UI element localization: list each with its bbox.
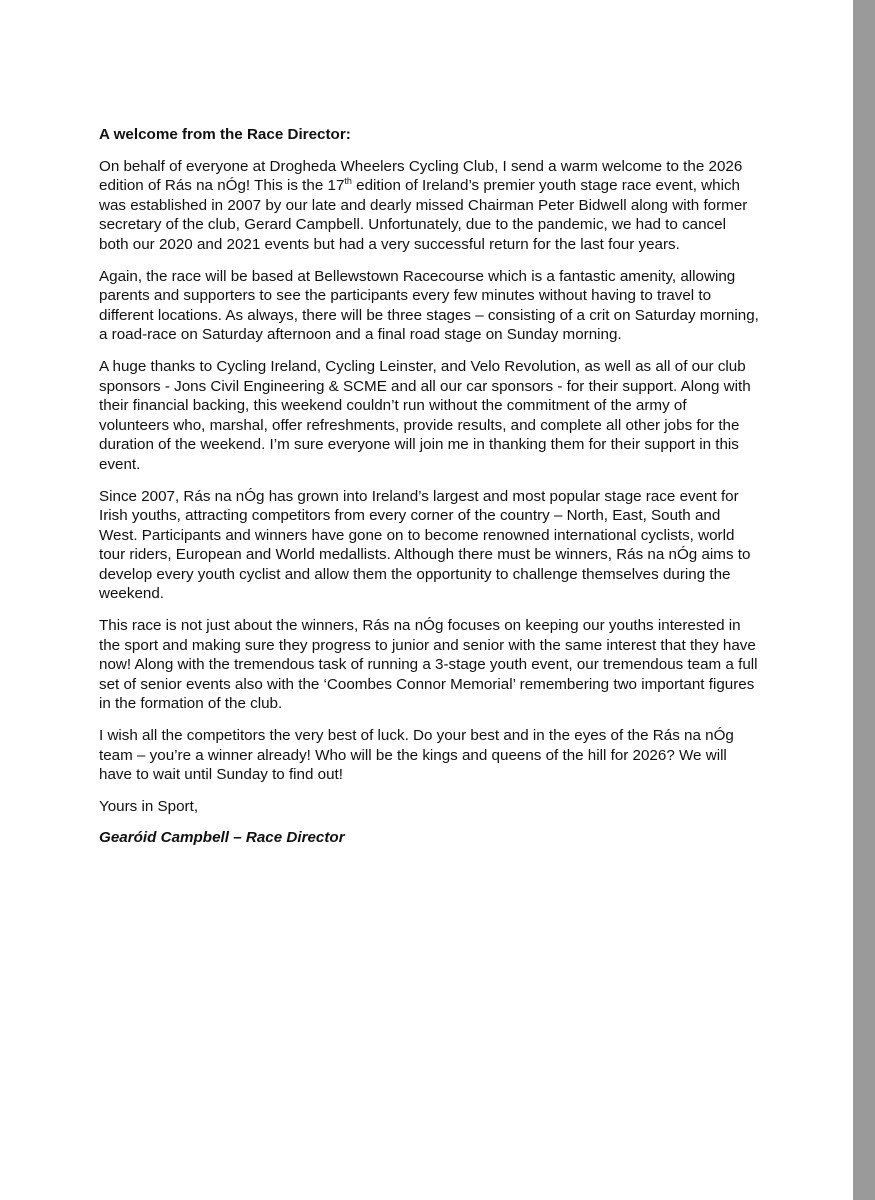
letter-body <box>99 125 759 848</box>
paragraph-thanks: A huge thanks to Cycling Ireland, Cycling Leinster, and Velo Revolution, as well as all of our club sponsors - Jons Civil Engineering & SCME and all our car sponsors - for their support. Along with their financial backing, this weekend couldn’t run without the commitment of the army of volunteers who, marshal, offer refreshments, provide results, and complete all other jobs for the duration of the weekend. I’m sure everyone will join me in thanking them for their support in this event. <box>99 357 751 473</box>
paragraph-intro <box>99 157 759 255</box>
paragraph-history: Since 2007, Rás na nÓg has grown into Ireland’s largest and most popular stage race event for Irish youths, attracting competitors from every corner of the country – North, East, South and West. Participants and winners have gone on to become renowned international cyclists, world tour riders, European and World medallists. Although there must be winners, Rás na nÓg aims to develop every youth cyclist and allow them the opportunity to challenge themselves during the weekend. <box>99 487 751 603</box>
paragraph-intro-text-b: edition of Ireland’s premier youth stage race event, which was established in 2007 by our late and dearly missed Chairman Peter Bidwell along with former secretary of the club, Gerard Campbell. Unfortunately, due to the pandemic, we had to cancel both our 2020 and 2021 events but had a very successful return for the last four years. <box>99 177 748 253</box>
paragraph-venue: Again, the race will be based at Bellewstown Racecourse which is a fantastic amenity, allowing parents and supporters to see the participants every few minutes without having to travel to different locations. As always, there will be three stages – consisting of a crit on Saturday morning, a road-race on Saturday afternoon and a final road stage on Sunday morning. <box>99 267 759 344</box>
paragraph-wishes: I wish all the competitors the very best of luck. Do your best and in the eyes of the Rás na nÓg team – you’re a winner already! Who will be the kings and queens of the hill for 2026? We will have to wait until Sunday to find out! <box>99 727 734 784</box>
letter-heading: A welcome from the Race Director: <box>99 126 351 143</box>
paragraph-youth: This race is not just about the winners, Rás na nÓg focuses on keeping our youths interested in the sport and making sure they progress to junior and senior with the same interest that they have now! Along with the tremendous task of running a 3-stage youth event, our tremendous team a full set of senior events also with the ‘Coombes Connor Memorial’ remembering two important figures in the formation of the club. <box>99 617 758 713</box>
paragraph-intro-text-a: On behalf of everyone at Drogheda Wheelers Cycling Club, I send a warm welcome to the 2026 edition of Rás na nÓg! This is the 17 <box>99 157 743 195</box>
vertical-scrollbar[interactable] <box>853 0 875 1200</box>
closing-line: Yours in Sport, <box>99 797 199 815</box>
ordinal-superscript: th <box>344 176 352 187</box>
signature: Gearóid Campbell – Race Director <box>99 829 345 847</box>
